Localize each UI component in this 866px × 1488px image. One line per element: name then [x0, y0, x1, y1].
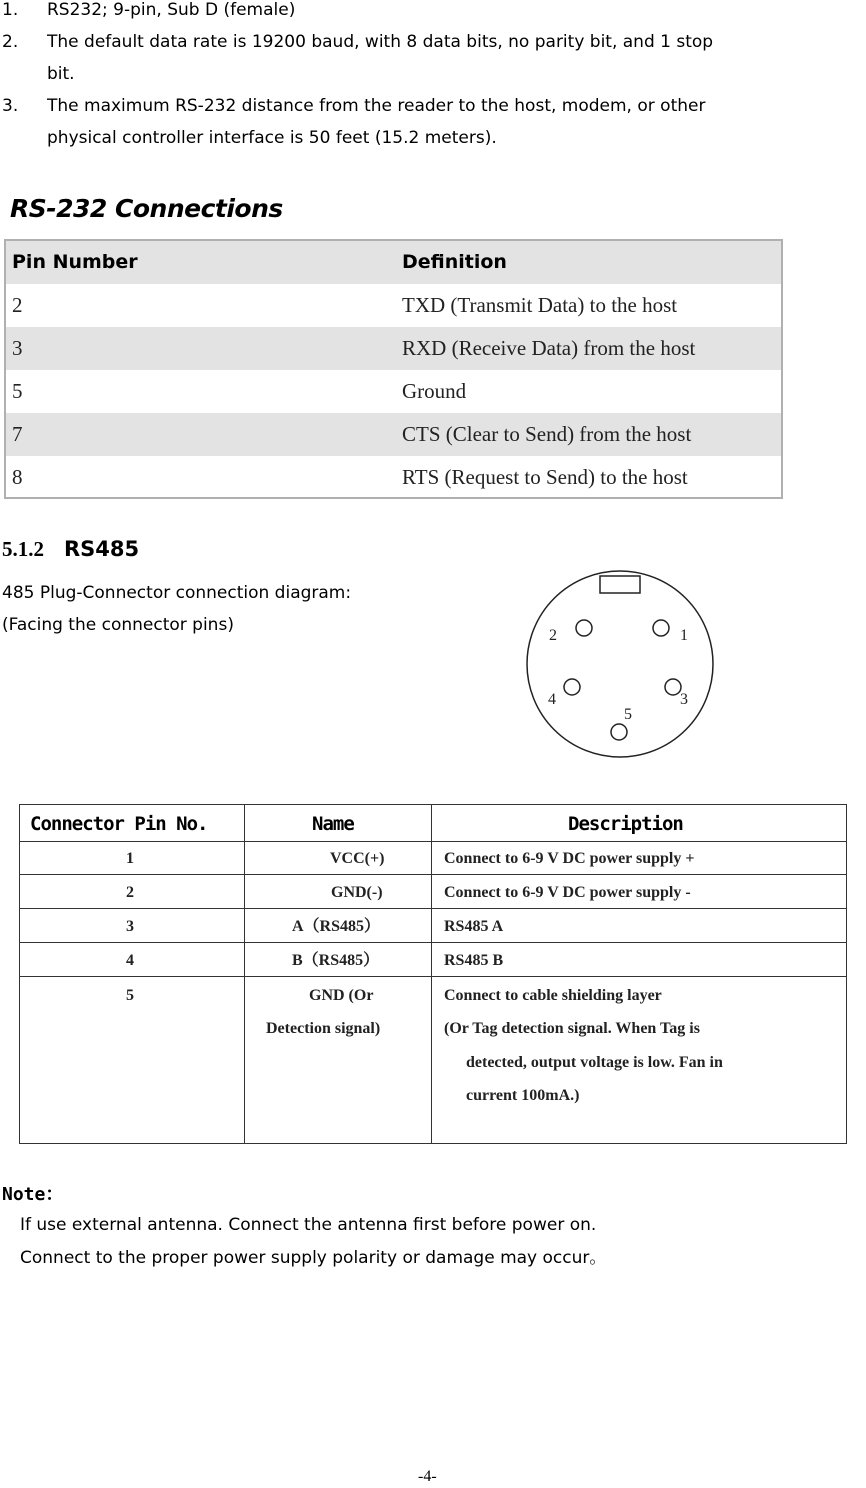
pin-cell: 1 — [126, 850, 134, 867]
rs232-table — [4, 239, 783, 499]
name-cell: VCC(+) — [330, 850, 385, 867]
row-divider — [20, 976, 846, 977]
pin-cell: 2 — [126, 884, 134, 901]
row-divider — [20, 841, 846, 842]
pin-cell: 3 — [12, 336, 23, 360]
name-cell: GND(-) — [331, 884, 383, 901]
diagram-caption-sub: (Facing the connector pins) — [2, 615, 234, 635]
definition-cell: TXD (Transmit Data) to the host — [402, 293, 678, 317]
pin-1-hole — [653, 620, 669, 636]
header-name: Name — [312, 813, 354, 835]
table-row — [6, 456, 781, 499]
table-row — [6, 413, 781, 456]
definition-cell: CTS (Clear to Send) from the host — [402, 422, 692, 446]
list-text: bit. — [47, 64, 75, 84]
header-description: Description — [568, 813, 683, 835]
connector-outline — [527, 571, 713, 757]
description-cell: Connect to cable shielding layer — [444, 987, 662, 1004]
pin-cell: 5 — [12, 379, 23, 403]
definition-cell: RXD (Receive Data) from the host — [402, 336, 696, 360]
definition-cell: Ground — [402, 379, 467, 403]
name-cell: Detection signal) — [266, 1020, 381, 1037]
section-heading — [2, 537, 139, 562]
definition-cell: RTS (Request to Send) to the host — [402, 465, 688, 489]
pin-2-hole — [576, 620, 592, 636]
pin-cell: 3 — [126, 918, 134, 935]
table-row — [6, 370, 781, 413]
row-divider — [20, 874, 846, 875]
pin-cell: 8 — [12, 465, 23, 489]
pin-label: 2 — [549, 627, 557, 644]
list-text: The default data rate is 19200 baud, with 8 data bits, no parity bit, and 1 stop — [47, 32, 714, 52]
row-divider — [20, 908, 846, 909]
rs485-table — [19, 804, 847, 1144]
list-text: RS232; 9-pin, Sub D (female) — [47, 0, 296, 20]
description-cell: RS485 A — [444, 918, 504, 935]
list-text: The maximum RS-232 distance from the reader to the host, modem, or other — [47, 96, 706, 116]
rs232-title: RS-232 Connections — [10, 194, 283, 223]
page-number: -4- — [418, 1468, 437, 1485]
pin-5-hole — [611, 724, 627, 740]
list-number: 3. — [2, 96, 19, 116]
pin-cell: 5 — [126, 987, 134, 1004]
note-line: If use external antenna. Connect the antenna first before power on. — [20, 1215, 597, 1235]
row-divider — [20, 942, 846, 943]
pin-3-hole — [665, 679, 681, 695]
diagram-caption: 485 Plug-Connector connection diagram: — [2, 583, 352, 603]
list-number: 2. — [2, 32, 19, 52]
name-cell: B（RS485） — [292, 952, 380, 969]
description-cell: current 100mA.) — [466, 1087, 580, 1104]
table-row — [6, 327, 781, 370]
name-cell: A（RS485） — [292, 918, 381, 935]
pin-label: 3 — [680, 691, 688, 708]
description-cell: (Or Tag detection signal. When Tag is — [444, 1020, 700, 1037]
pin-label: 1 — [680, 627, 688, 644]
list-number: 1. — [2, 0, 19, 20]
note-line: Connect to the proper power supply polarity or damage may occur。 — [20, 1248, 607, 1268]
description-cell: Connect to 6-9 V DC power supply - — [444, 884, 691, 901]
header-definition: Definition — [402, 251, 507, 273]
column-divider — [244, 805, 245, 1143]
pin-label: 4 — [548, 691, 556, 708]
connector-key — [600, 576, 640, 593]
pin-cell: 4 — [126, 952, 134, 969]
note-label: Note： — [2, 1184, 64, 1205]
description-cell: RS485 B — [444, 952, 504, 969]
column-divider — [431, 805, 432, 1143]
description-cell: Connect to 6-9 V DC power supply + — [444, 850, 695, 867]
section-title: RS485 — [64, 537, 140, 561]
pin-cell: 2 — [12, 293, 23, 317]
list-text: physical controller interface is 50 feet (15.2 meters). — [47, 128, 497, 148]
header-pin-number: Pin Number — [12, 251, 138, 273]
connector-diagram — [510, 568, 730, 768]
name-cell: GND (Or — [309, 987, 374, 1004]
table-row — [6, 284, 781, 327]
description-cell: detected, output voltage is low. Fan in — [466, 1054, 723, 1071]
section-number: 5.1.2 — [2, 537, 44, 561]
table-header-row — [6, 241, 781, 284]
pin-4-hole — [564, 679, 580, 695]
header-pin-no: Connector Pin No. — [30, 813, 208, 835]
pin-cell: 7 — [12, 422, 23, 446]
pin-label: 5 — [624, 706, 632, 723]
